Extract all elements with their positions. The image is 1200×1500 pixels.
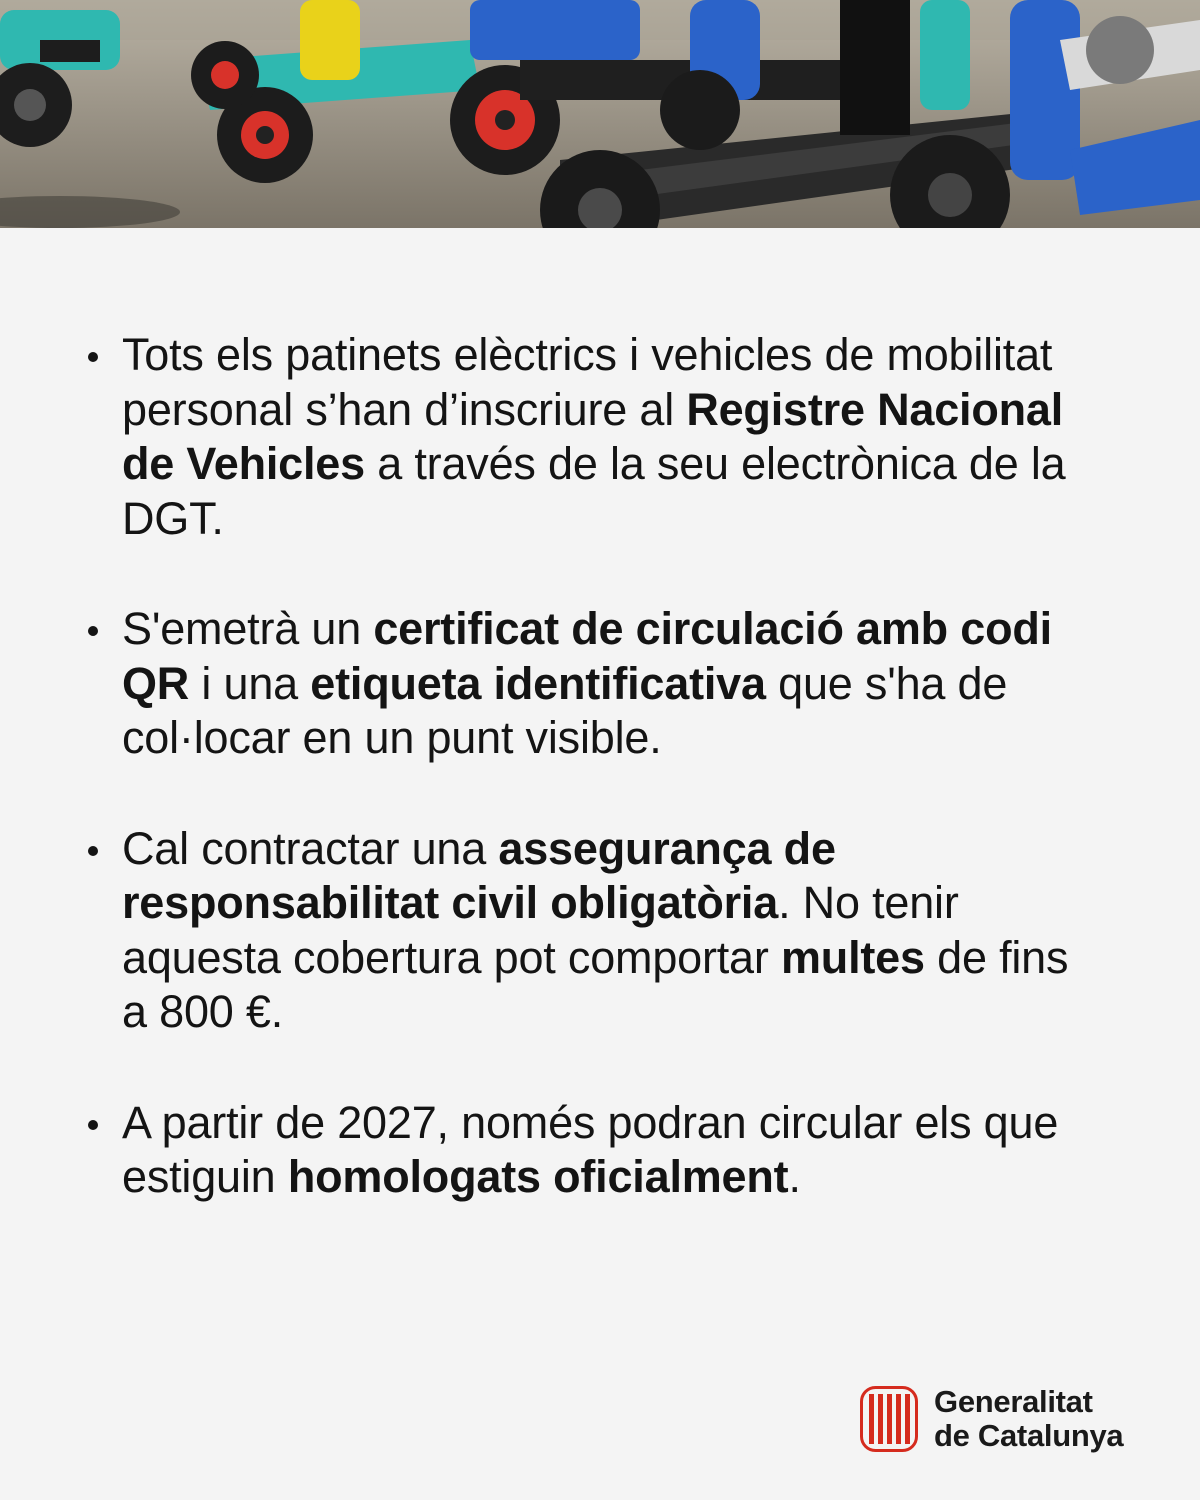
bullet-dot bbox=[88, 626, 98, 636]
bullet-bold-certificat: certificat de circulació amb codi QR bbox=[122, 603, 1052, 709]
bullet-text: S'emetrà un bbox=[122, 603, 374, 654]
bullet-text: a través de la seu electrònica de la DGT. bbox=[122, 438, 1066, 544]
bullet-text: Cal contractar una bbox=[122, 822, 499, 874]
logo-line-2: de Catalunya bbox=[934, 1418, 1124, 1453]
bullet-dot bbox=[88, 846, 98, 856]
generalitat-logo bbox=[860, 1384, 1123, 1454]
logo-wordmark bbox=[934, 1385, 1123, 1453]
bullet-bold-registre: Registre Nacional de Vehicles bbox=[122, 383, 1064, 489]
senyera-shield-icon bbox=[860, 1386, 918, 1452]
bullet-certificate bbox=[86, 602, 1086, 766]
scooters-illustration bbox=[0, 0, 1200, 228]
bullet-bold-homologats: homologats oficialment bbox=[287, 1151, 789, 1202]
bullet-text: Tots els patinets elèctrics i vehicles de mobilitat personal s’han d’inscriure al bbox=[122, 329, 1053, 435]
photo-electric-scooters bbox=[0, 0, 1200, 228]
info-bullet-list bbox=[86, 328, 1086, 1205]
bullet-text: . No tenir aquesta cobertura pot comportar bbox=[122, 877, 959, 983]
bullet-homologation bbox=[86, 1096, 1086, 1205]
bullet-dot bbox=[88, 352, 98, 362]
bullet-text: A partir de 2027, només podran circular els que estiguin bbox=[122, 1096, 1059, 1202]
bullet-bold-assegurança: assegurança de responsabilitat civil obligatòria bbox=[122, 822, 836, 928]
bullet-text: que s'ha de col·locar en un punt visible. bbox=[122, 657, 1008, 763]
bullet-registration bbox=[86, 328, 1086, 546]
bullet-text: i una bbox=[189, 657, 311, 709]
bullet-text: de fins a 800 €. bbox=[122, 931, 1069, 1037]
logo-line-1: Generalitat bbox=[934, 1384, 1093, 1419]
bullet-bold-etiqueta: etiqueta identificativa bbox=[310, 657, 766, 709]
bullet-insurance bbox=[86, 822, 1086, 1040]
bullet-text: . bbox=[788, 1151, 801, 1202]
bullet-dot bbox=[88, 1120, 98, 1130]
bullet-bold-multes: multes bbox=[780, 931, 925, 983]
